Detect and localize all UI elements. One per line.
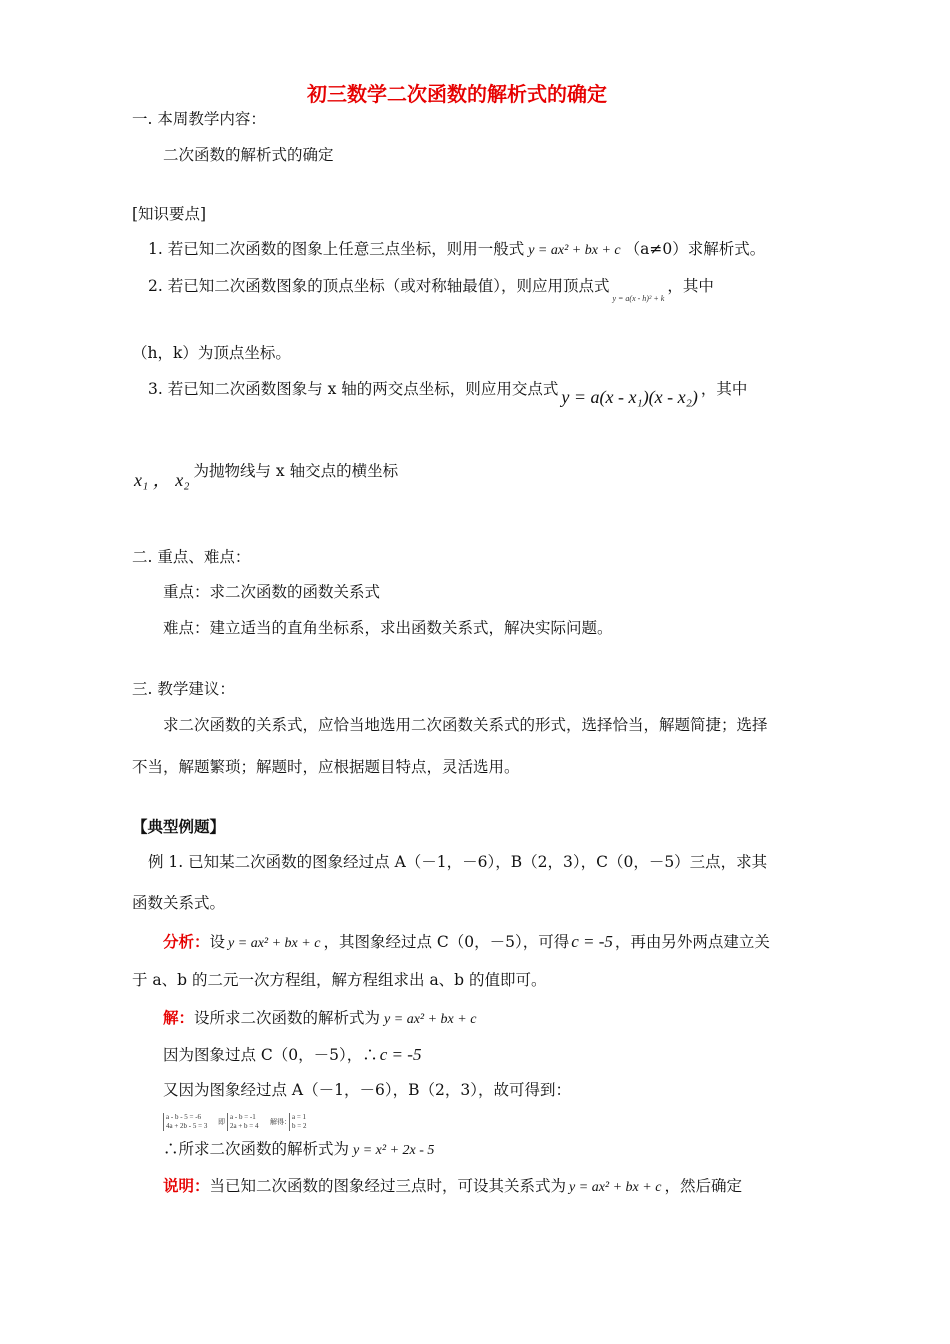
point-2-tail: ，其中	[667, 277, 714, 295]
point-1-text: 1. 若已知二次函数的图象上任意三点坐标，则用一般式	[148, 240, 525, 258]
equation-system-1-line-1: a - b - 5 = -6	[166, 1113, 202, 1121]
equation-system-2	[227, 1113, 259, 1131]
example-1-line-2: 函数关系式。	[132, 894, 226, 912]
note-line	[163, 1177, 742, 1197]
equation-system-2-line-2: 2a + b = 4	[230, 1121, 259, 1130]
section-1-content: 二次函数的解析式的确定	[163, 146, 334, 164]
examples-heading: 【典型例题】	[132, 818, 226, 836]
solution-formula: y = ax² + bx + c	[384, 1012, 477, 1027]
general-form-formula: y = ax² + bx + c	[528, 243, 621, 258]
solution-line-1	[163, 1009, 476, 1029]
analysis-text-b: ，其图象经过点 C（0，－5），可得	[323, 933, 570, 951]
analysis-c-value: c = -5	[571, 932, 613, 951]
point-3-cont-text: 为抛物线与 x 轴交点的横坐标	[193, 462, 399, 480]
solution-text-2: 因为图象过点 C（0，－5），∴	[163, 1046, 378, 1064]
analysis-text-a: 设	[209, 933, 226, 951]
point-3-continuation	[134, 462, 398, 492]
knowledge-points-heading: [知识要点]	[132, 205, 207, 223]
key-point: 重点：求二次函数的函数关系式	[163, 583, 381, 601]
equation-system-1	[163, 1113, 207, 1131]
intercept-form-formula: y = a(x - x₁)(x - x₂)	[561, 387, 698, 407]
solution-line-3: 又因为图象经过点 A（－1，－6），B（2，3），故可得到：	[163, 1081, 571, 1099]
note-formula: y = ax² + bx + c	[569, 1180, 662, 1195]
equation-system-2-line-1: a - b = -1	[230, 1113, 256, 1121]
analysis-line-1	[163, 932, 770, 953]
point-2-text: 2. 若已知二次函数图象的顶点坐标（或对称轴最值），则应用顶点式	[148, 277, 610, 295]
suggestion-line-1: 求二次函数的关系式，应恰当地选用二次函数关系式的形式，选择恰当，解题简捷；选择	[163, 716, 768, 734]
note-label: 说明：	[163, 1177, 210, 1195]
point-2-continuation: （h，k）为顶点坐标。	[132, 344, 291, 362]
point-2	[148, 277, 714, 304]
point-3-text: 3. 若已知二次函数图象与 x 轴的两交点坐标，则应用交点式	[148, 380, 559, 398]
vertex-form-formula: y = a(x - h)² + k	[612, 294, 665, 303]
solution-result-line	[163, 1140, 434, 1160]
example-1-line-1: 例 1. 已知某二次函数的图象经过点 A（－1，－6），B（2，3），C（0，－5）三点，求其	[148, 853, 768, 871]
equation-system-3-line-1: a = 1	[292, 1113, 307, 1121]
solution-line-2	[163, 1045, 421, 1065]
solution-result-formula: y = x² + 2x - 5	[353, 1143, 435, 1158]
equation-system-1-line-2: 4a + 2b - 5 = 3	[166, 1121, 208, 1130]
equation-system-3-line-2: b = 2	[292, 1121, 307, 1130]
analysis-label: 分析：	[163, 933, 210, 951]
section-2-heading: 二. 重点、难点：	[132, 548, 251, 566]
equation-system-3	[289, 1113, 306, 1131]
difficult-point: 难点：建立适当的直角坐标系，求出函数关系式，解决实际问题。	[163, 619, 613, 637]
point-1-tail: （a≠0）求解析式。	[624, 240, 766, 258]
solution-label: 解：	[163, 1009, 195, 1027]
analysis-line-2: 于 a、b 的二元一次方程组，解方程组求出 a、b 的值即可。	[132, 971, 547, 989]
analysis-formula: y = ax² + bx + c	[228, 936, 321, 951]
point-1	[148, 240, 765, 260]
section-1-heading: 一. 本周教学内容：	[132, 110, 266, 128]
solution-result-text: ∴所求二次函数的解析式为	[163, 1140, 350, 1158]
point-3	[148, 380, 747, 409]
solution-text-1: 设所求二次函数的解析式为	[194, 1009, 381, 1027]
analysis-text-c: ，再由另外两点建立关	[614, 933, 770, 951]
note-text-1: 当已知二次函数的图象经过三点时，可设其关系式为	[209, 1177, 567, 1195]
section-3-heading: 三. 教学建议：	[132, 680, 235, 698]
page-title: 初三数学二次函数的解析式的确定	[307, 82, 607, 106]
root-variables: x₁ ， x₂	[134, 470, 190, 490]
suggestion-line-2: 不当，解题繁琐；解题时，应根据题目特点，灵活选用。	[132, 758, 520, 776]
solution-c-value: c = -5	[379, 1045, 422, 1064]
equation-system-connector: 即	[218, 1118, 225, 1126]
point-3-tail: ，其中	[700, 380, 748, 398]
equation-solve-label: 解得：	[270, 1118, 291, 1126]
note-text-2: ，然后确定	[664, 1177, 742, 1195]
